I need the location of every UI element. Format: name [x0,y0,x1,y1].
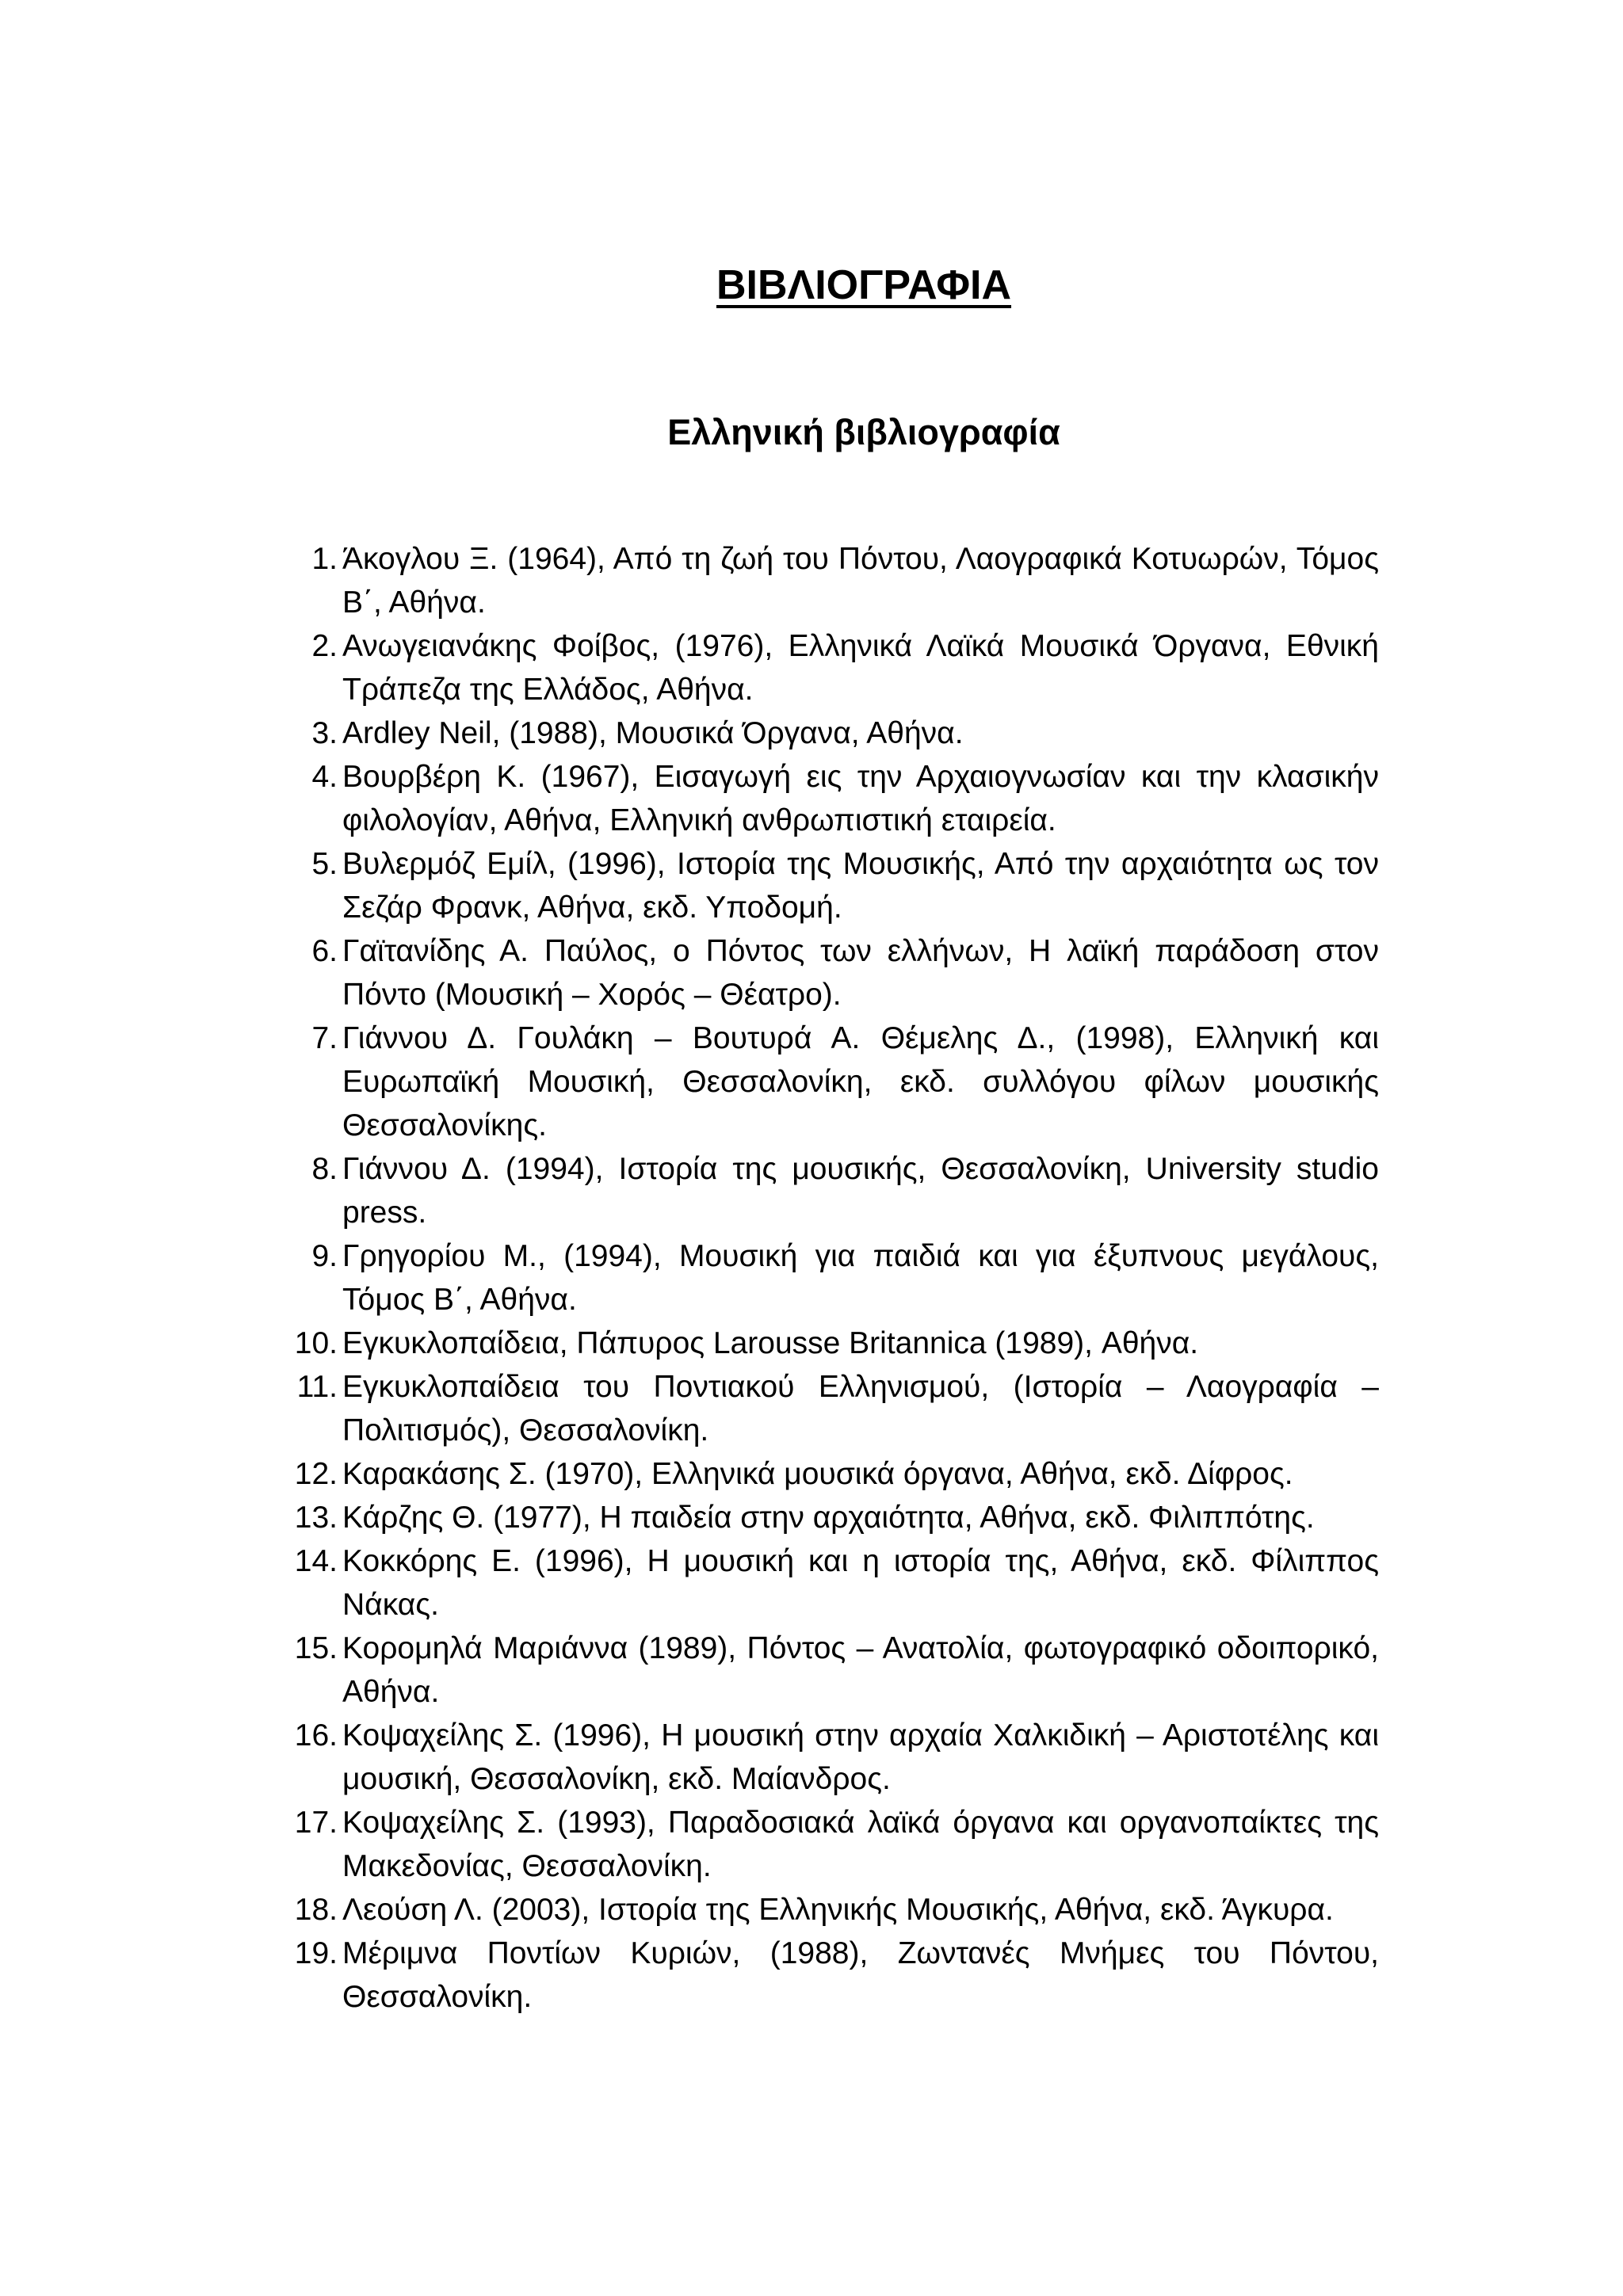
bibliography-entry [285,929,1379,1016]
entry-text: Καρακάσης Σ. (1970), Ελληνικά μουσικά όργανα, Αθήνα, εκδ. Δίφρος. [342,1457,1293,1491]
entry-text: Εγκυκλοπαίδεια, Πάπυρος Larousse Britannica (1989), Αθήνα. [342,1326,1199,1360]
bibliography-entry [285,1627,1379,1714]
bibliography-entry [285,755,1379,842]
bibliography-entry [285,1322,1379,1365]
bibliography-list [285,537,1379,2019]
entry-text: Άκογλου Ξ. (1964), Από τη ζωή του Πόντου, Λαογραφικά Κοτυωρών, Τόμος Β΄, Αθήνα. [342,542,1379,620]
bibliography-entry [285,842,1379,929]
entry-number: 19. [294,1936,338,1970]
entry-number: 12. [294,1457,338,1491]
entry-number: 11. [296,1370,338,1404]
entry-number: 3. [311,716,338,750]
entry-text: Γιάννου Δ. (1994), Ιστορία της μουσικής, Θεσσαλονίκη, University studio press. [342,1152,1379,1230]
entry-number: 10. [294,1326,338,1360]
bibliography-entry [285,711,1379,755]
bibliography-entry [285,1888,1379,1932]
entry-number: 8. [311,1152,338,1186]
entry-number: 14. [294,1544,338,1578]
bibliography-entry [285,1234,1379,1322]
entry-text: Γαϊτανίδης Α. Παύλος, ο Πόντος των ελλήνων, Η λαϊκή παράδοση στον Πόντο (Μουσική – Χορός – Θέατρο). [342,934,1379,1012]
section-title: Ελληνική βιβλιογραφία [667,412,1060,452]
entry-text: Κοψαχείλης Σ. (1993), Παραδοσιακά λαϊκά όργανα και οργανοπαίκτες της Μακεδονίας, Θεσσαλονίκη. [342,1806,1379,1883]
entry-text: Κοψαχείλης Σ. (1996), Η μουσική στην αρχαία Χαλκιδική – Αριστοτέλης και μουσική, Θεσσαλονίκη, εκδ. Μαίανδρος. [342,1718,1379,1796]
entry-text: Ardley Neil, (1988), Μουσικά Όργανα, Αθήνα. [342,716,964,750]
entry-text: Γιάννου Δ. Γουλάκη – Βουτυρά Α. Θέμελης Δ., (1998), Ελληνική και Ευρωπαϊκή Μουσική, Θεσσαλονίκη, εκδ. συλλόγου φίλων μουσικής Θεσσαλονίκης. [342,1021,1379,1142]
entry-text: Γρηγορίου Μ., (1994), Μουσική για παιδιά και για έξυπνους μεγάλους, Τόμος Β΄, Αθήνα. [342,1239,1379,1317]
entry-number: 5. [311,847,338,881]
entry-text: Εγκυκλοπαίδεια του Ποντιακού Ελληνισμού, (Ιστορία – Λαογραφία – Πολιτισμός), Θεσσαλονίκη. [342,1370,1379,1447]
bibliography-entry [285,1932,1379,2019]
entry-number: 4. [311,760,338,794]
bibliography-entry [285,624,1379,711]
bibliography-entry [285,1452,1379,1496]
bibliography-entry [285,537,1379,624]
entry-number: 15. [294,1631,338,1665]
entry-number: 17. [294,1806,338,1840]
entry-number: 13. [294,1501,338,1535]
entry-number: 1. [311,542,338,576]
entry-text: Βυλερμόζ Εμίλ, (1996), Ιστορία της Μουσικής, Από την αρχαιότητα ως τον Σεζάρ Φρανκ, Αθήνα, εκδ. Υποδομή. [342,847,1379,925]
entry-text: Κοκκόρης Ε. (1996), Η μουσική και η ιστορία της, Αθήνα, εκδ. Φίλιππος Νάκας. [342,1544,1379,1622]
entry-text: Κορομηλά Μαριάννα (1989), Πόντος – Ανατολία, φωτογραφικό οδοιπορικό, Αθήνα. [342,1631,1379,1709]
entry-number: 9. [311,1239,338,1273]
entry-number: 2. [311,629,338,663]
entry-number: 7. [311,1021,338,1055]
bibliography-entry [285,1496,1379,1539]
entry-number: 18. [294,1893,338,1927]
bibliography-entry [285,1365,1379,1452]
entry-number: 16. [294,1718,338,1753]
entry-text: Βουρβέρη Κ. (1967), Εισαγωγή εις την Αρχαιογνωσίαν και την κλασικήν φιλολογίαν, Αθήνα, Ελληνική ανθρωπιστική εταιρεία. [342,760,1379,837]
bibliography-entry [285,1147,1379,1234]
entry-text: Μέριμνα Ποντίων Κυριών, (1988), Ζωντανές Μνήμες του Πόντου, Θεσσαλονίκη. [342,1936,1379,2014]
entry-text: Ανωγειανάκης Φοίβος, (1976), Ελληνικά Λαϊκά Μουσικά Όργανα, Εθνική Τράπεζα της Ελλάδος, Αθήνα. [342,629,1379,707]
bibliography-entry [285,1714,1379,1801]
bibliography-entry [285,1016,1379,1147]
entry-text: Κάρζης Θ. (1977), Η παιδεία στην αρχαιότητα, Αθήνα, εκδ. Φιλιππότης. [342,1501,1315,1535]
bibliography-entry [285,1539,1379,1627]
entry-text: Λεούση Λ. (2003), Ιστορία της Ελληνικής Μουσικής, Αθήνα, εκδ. Άγκυρα. [342,1893,1334,1927]
bibliography-entry [285,1801,1379,1888]
page-title: ΒΙΒΛΙΟΓΡΑΦΙΑ [716,262,1012,308]
entry-number: 6. [311,934,338,968]
